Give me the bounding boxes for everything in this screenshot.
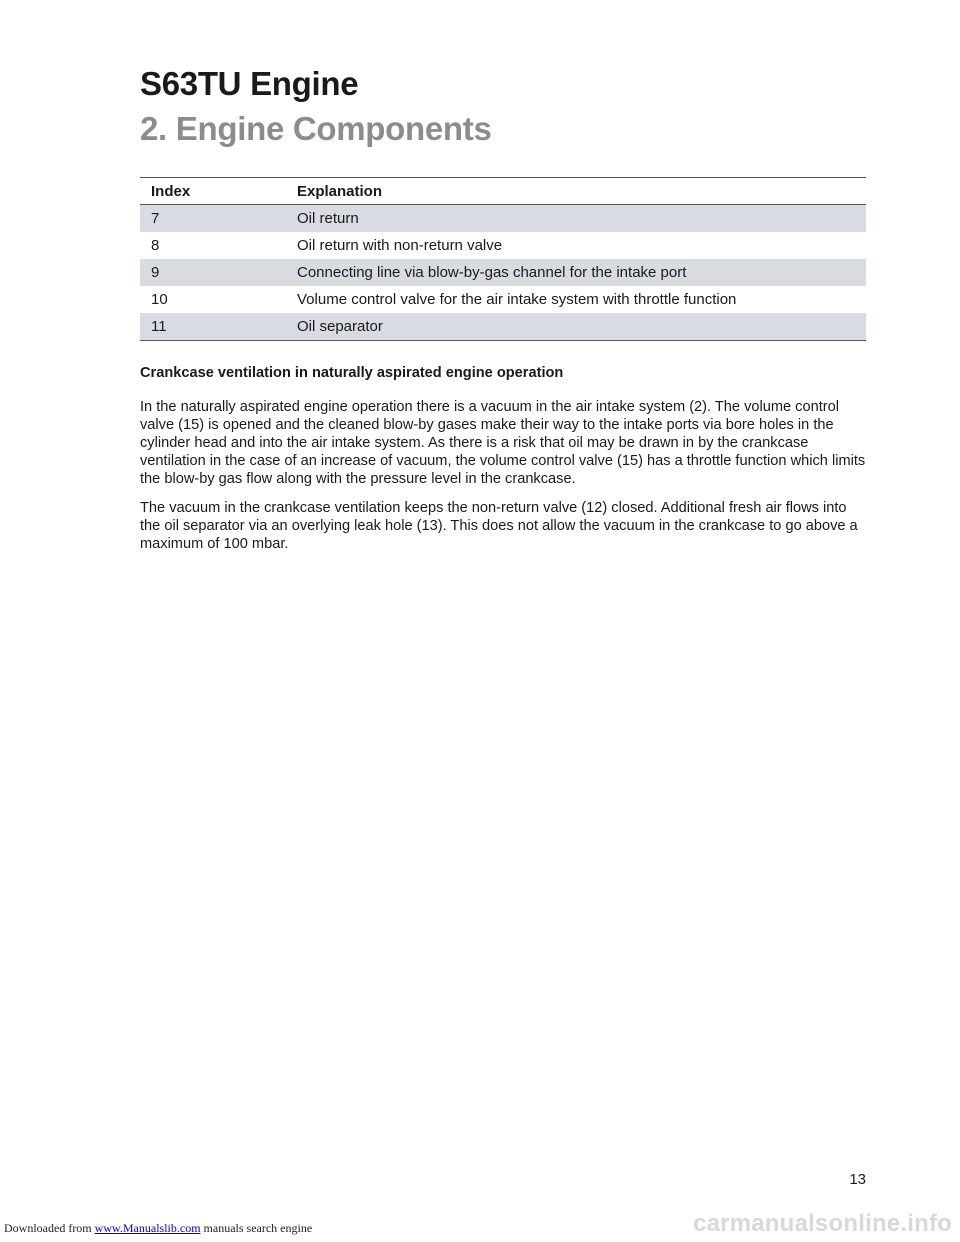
table-row [140, 286, 866, 313]
watermark: carmanualsonline.info [693, 1210, 952, 1237]
index-column-header: Index [140, 178, 286, 205]
table-row [140, 205, 866, 233]
row-explanation: Volume control valve for the air intake system with throttle function [297, 291, 737, 308]
row-explanation: Connecting line via blow-by-gas channel for the intake port [286, 259, 866, 286]
row-explanation: Oil return [286, 205, 866, 233]
components-table [140, 177, 866, 341]
row-index: 10 [151, 291, 168, 308]
footer-suffix: manuals search engine [200, 1221, 313, 1235]
table-row [140, 313, 866, 341]
body-text [140, 364, 866, 564]
table-row [140, 232, 866, 259]
explanation-column-header: Explanation [286, 178, 866, 205]
page-header [140, 62, 492, 152]
page-number: 13 [849, 1171, 866, 1188]
footer-prefix: Downloaded from [4, 1221, 95, 1235]
row-explanation: Oil return with non-return valve [297, 237, 503, 254]
row-index: 9 [140, 259, 286, 286]
row-index: 8 [151, 237, 160, 254]
paragraph-1: In the naturally aspirated engine operation there is a vacuum in the air intake system (2). The volume control valve (15) is opened and the cleaned blow-by gases make their way to the intake ports via bore holes in the cylinder head and into the air intake system. As there is a risk that oil may be drawn in by the crankcase ventilation in the case of an increase of vacuum, the volume control valve (15) has a throttle function which limits the blow-by gas flow along with the pressure level in the crankcase. [140, 399, 866, 487]
section-title: 2. Engine Components [140, 110, 492, 147]
paragraph-2: The vacuum in the crankcase ventilation keeps the non-return valve (12) closed. Additional fresh air flows into the oil separator via an overlying leak hole (13). This does not allow the vacuum in the crankcase to go above a maximum of 100 mbar. [140, 500, 858, 552]
row-explanation: Oil separator [286, 313, 866, 341]
subheading: Crankcase ventilation in naturally aspirated engine operation [140, 365, 564, 381]
table-header-row [140, 178, 866, 205]
engine-title: S63TU Engine [140, 65, 359, 102]
manualslib-link[interactable]: www.Manualslib.com [94, 1221, 201, 1235]
row-index: 11 [140, 313, 286, 341]
table-row [140, 259, 866, 286]
row-index: 7 [140, 205, 286, 233]
download-footer [4, 1221, 312, 1236]
